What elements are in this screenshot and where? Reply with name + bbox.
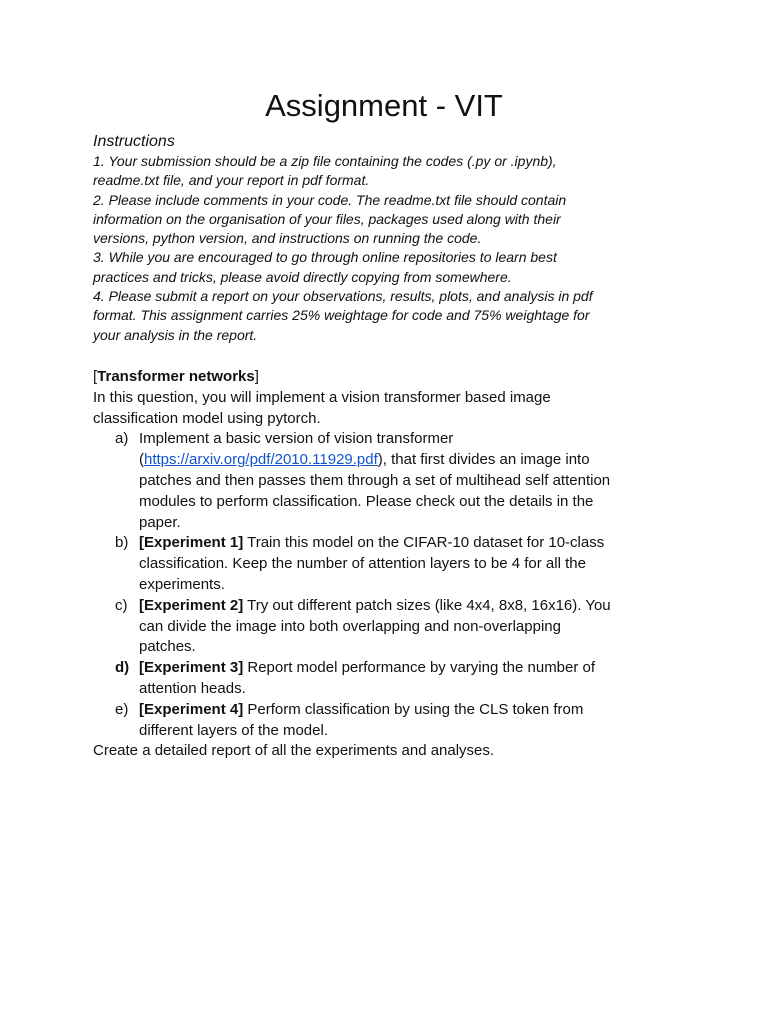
list-item-d: [93, 658, 703, 700]
intro-line: In this question, you will implement a vision transformer based image: [93, 388, 551, 406]
paren-open: (: [139, 451, 144, 469]
list-item-b: [93, 533, 703, 595]
intro-line: classification model using pytorch.: [93, 409, 321, 427]
heading-bracket-close: ]: [254, 368, 259, 385]
section-heading: [93, 367, 703, 388]
experiment-tag: [Experiment 3]: [139, 659, 244, 677]
item-text: Report model performance by varying the number of: [243, 659, 596, 677]
item-line: Implement a basic version of vision transformer: [139, 430, 454, 448]
item-text: Train this model on the CIFAR-10 dataset for 10-class: [243, 534, 605, 552]
item-line: modules to perform classification. Please check out the details in the: [139, 492, 594, 510]
instruction-line: practices and tricks, please avoid directly copying from somewhere.: [93, 268, 512, 285]
instruction-line: 2. Please include comments in your code. The readme.txt file should contain: [93, 191, 567, 208]
item-line: classification. Keep the number of attention layers to be 4 for all the: [139, 555, 586, 573]
instructions-heading: Instructions: [93, 133, 175, 150]
item-text: Perform classification by using the CLS token from: [243, 700, 584, 718]
item-line: patches.: [139, 638, 196, 656]
experiment-tag: [Experiment 2]: [139, 596, 244, 614]
instruction-line: format. This assignment carries 25% weightage for code and 75% weightage for: [93, 307, 590, 324]
list-marker: c): [115, 596, 128, 614]
page-title: Assignment - VIT: [265, 88, 503, 123]
item-line: [139, 450, 703, 471]
item-line: attention heads.: [139, 679, 246, 697]
item-line: [139, 700, 703, 721]
heading-bracket-open: [: [93, 368, 98, 385]
instruction-line: versions, python version, and instructions on running the code.: [93, 230, 482, 247]
list-marker: a): [115, 430, 129, 448]
instruction-line: 1. Your submission should be a zip file containing the codes (.py or .ipynb),: [93, 153, 557, 169]
list-marker: e): [115, 700, 129, 718]
item-text: ), that first divides an image into: [377, 451, 590, 469]
section-heading-text: Transformer networks: [97, 368, 255, 385]
instruction-line: your analysis in the report.: [93, 326, 258, 343]
item-line: experiments.: [139, 575, 225, 593]
list-item-a: [93, 429, 703, 533]
instruction-line: readme.txt file, and your report in pdf format.: [93, 172, 370, 189]
experiment-tag: [Experiment 1]: [139, 534, 244, 552]
item-line: [139, 596, 703, 617]
instruction-line: 4. Please submit a report on your observations, results, plots, and analysis in pdf: [93, 288, 593, 305]
experiment-tag: [Experiment 4]: [139, 700, 244, 718]
item-line: can divide the image into both overlapping and non-overlapping: [139, 617, 561, 635]
item-line: [139, 658, 703, 679]
arxiv-link[interactable]: https://arxiv.org/pdf/2010.11929.pdf: [144, 451, 378, 469]
list-item-c: [93, 596, 703, 658]
item-line: paper.: [139, 513, 181, 531]
instruction-line: 3. While you are encouraged to go through online repositories to learn best: [93, 249, 557, 266]
item-line: patches and then passes them through a set of multihead self attention: [139, 471, 611, 489]
list-item-e: [93, 700, 703, 742]
item-line: different layers of the model.: [139, 721, 328, 739]
item-line: [139, 533, 703, 554]
instruction-line: information on the organisation of your files, packages used along with their: [93, 210, 561, 227]
closing-line: Create a detailed report of all the experiments and analyses.: [93, 742, 495, 760]
instructions-block: [93, 131, 693, 345]
list-marker: b): [115, 534, 129, 552]
transformer-section: [93, 367, 703, 762]
item-text: Try out different patch sizes (like 4x4, 8x8, 16x16). You: [243, 596, 611, 614]
list-marker: d): [115, 659, 130, 677]
